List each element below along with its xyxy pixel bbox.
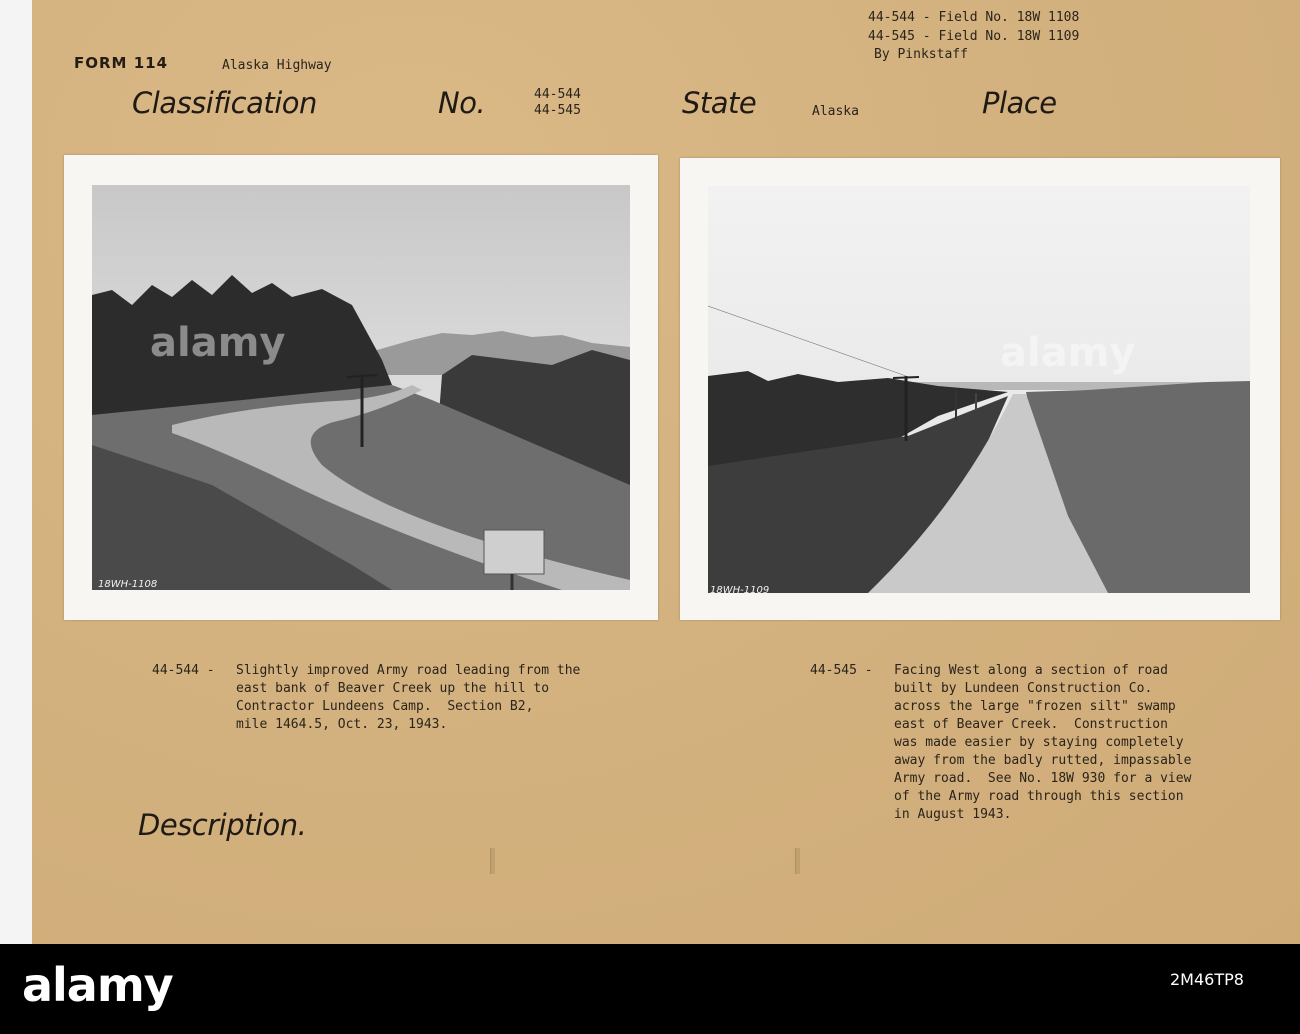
form-number: FORM 114 <box>74 54 169 72</box>
photo-road-west <box>708 186 1250 593</box>
caption-right-line-9: in August 1943. <box>894 807 1012 822</box>
caption-right-number: 44-545 - <box>810 663 873 678</box>
number-heading: No. <box>438 86 486 120</box>
state-value: Alaska <box>812 104 859 119</box>
description-heading: Description. <box>138 808 307 842</box>
caption-right-line-7: Army road. See No. 18W 930 for a view <box>894 771 1192 786</box>
classification-heading: Classification <box>132 86 317 120</box>
caption-right-line-3: across the large "frozen silt" swamp <box>894 699 1176 714</box>
caption-right-line-4: east of Beaver Creek. Construction <box>894 717 1168 732</box>
negative-code-right: 18WH-1109 <box>710 585 770 596</box>
watermark-brand-logo: alamy <box>22 958 173 1012</box>
caption-right-line-6: away from the badly rutted, impassable <box>894 753 1192 768</box>
watermark-image-code: 2M46TP8 <box>1170 970 1244 989</box>
place-heading: Place <box>982 86 1057 120</box>
watermark-band <box>0 944 1300 1034</box>
caption-left-line-4: mile 1464.5, Oct. 23, 1943. <box>236 717 448 732</box>
field-number-line-2: 44-545 - Field No. 18W 1109 <box>868 29 1080 44</box>
number-value-1: 44-544 <box>534 87 581 102</box>
photo-road-hill <box>92 185 630 590</box>
photo-mount-left <box>64 155 658 620</box>
caption-left-line-3: Contractor Lundeens Camp. Section B2, <box>236 699 534 714</box>
negative-code-left: 18WH-1108 <box>98 579 158 590</box>
photographer-credit: By Pinkstaff <box>874 47 968 62</box>
subject-text: Alaska Highway <box>222 58 332 73</box>
caption-left-number: 44-544 - <box>152 663 215 678</box>
field-number-line-1: 44-544 - Field No. 18W 1108 <box>868 10 1080 25</box>
caption-right-line-8: of the Army road through this section <box>894 789 1184 804</box>
photo-road-hill-graphic <box>92 185 630 590</box>
caption-left-line-2: east bank of Beaver Creek up the hill to <box>236 681 550 696</box>
photo-mount-right <box>680 158 1280 620</box>
caption-right-line-2: built by Lundeen Construction Co. <box>894 681 1153 696</box>
punch-mark-left <box>490 848 495 874</box>
state-heading: State <box>682 86 757 120</box>
photo-road-west-graphic <box>708 186 1250 593</box>
punch-mark-right <box>795 848 800 874</box>
caption-right-line-1: Facing West along a section of road <box>894 663 1168 678</box>
caption-right-line-5: was made easier by staying completely <box>894 735 1184 750</box>
watermark-overlay-right: alamy <box>1000 330 1136 376</box>
watermark-overlay-left: alamy <box>150 320 286 366</box>
number-value-2: 44-545 <box>534 103 581 118</box>
caption-left-line-1: Slightly improved Army road leading from the <box>236 663 581 678</box>
